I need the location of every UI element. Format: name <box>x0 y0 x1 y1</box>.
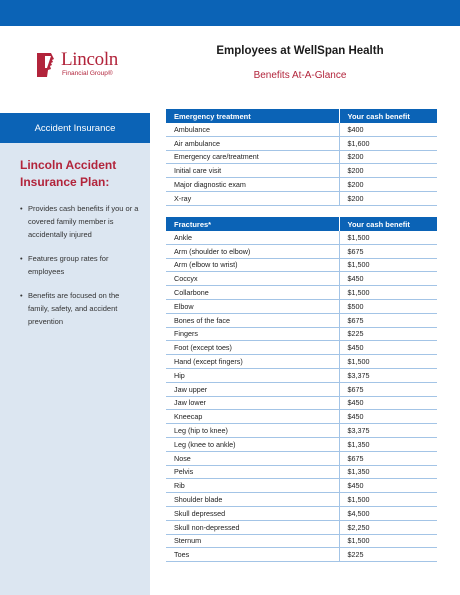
table-row <box>166 191 437 205</box>
cash-benefit-cell: $450 <box>339 410 437 424</box>
cash-benefit-cell: $675 <box>339 244 437 258</box>
table-row <box>166 424 437 438</box>
table-row <box>166 465 437 479</box>
cash-benefit-cell: $3,375 <box>339 424 437 438</box>
benefit-item-cell: Collarbone <box>166 286 339 300</box>
table-row <box>166 231 437 244</box>
bullet-item: • Provides cash benefits if you or a covered family member is accidentally injured <box>20 202 142 241</box>
cash-benefit-cell: $1,500 <box>339 286 437 300</box>
cash-benefit-cell: $1,500 <box>339 231 437 244</box>
company-logo <box>35 50 155 82</box>
table-row <box>166 299 437 313</box>
fractures-table <box>166 217 437 562</box>
benefit-item-cell: Ambulance <box>166 123 339 136</box>
table-row <box>166 327 437 341</box>
benefit-item-cell: Leg (hip to knee) <box>166 424 339 438</box>
table-row <box>166 123 437 136</box>
table-row <box>166 164 437 178</box>
benefit-item-cell: Fingers <box>166 327 339 341</box>
cash-benefit-cell: $675 <box>339 313 437 327</box>
table-row <box>166 410 437 424</box>
table-row <box>166 520 437 534</box>
table-row <box>166 479 437 493</box>
benefit-item-cell: Nose <box>166 451 339 465</box>
cash-benefit-cell: $3,375 <box>339 368 437 382</box>
cash-benefit-cell: $200 <box>339 178 437 192</box>
cash-benefit-cell: $225 <box>339 327 437 341</box>
table-row <box>166 136 437 150</box>
table-row <box>166 150 437 164</box>
table-row <box>166 396 437 410</box>
benefit-item-cell: Ankle <box>166 231 339 244</box>
sidebar <box>0 113 150 595</box>
table-row <box>166 506 437 520</box>
table-row <box>166 258 437 272</box>
cash-benefit-cell: $1,350 <box>339 465 437 479</box>
benefit-item-cell: Coccyx <box>166 272 339 286</box>
benefit-item-cell: Hip <box>166 368 339 382</box>
cash-benefit-cell: $450 <box>339 341 437 355</box>
cash-benefit-cell: $4,500 <box>339 506 437 520</box>
cash-benefit-cell: $1,600 <box>339 136 437 150</box>
table-row <box>166 355 437 369</box>
benefit-item-cell: Major diagnostic exam <box>166 178 339 192</box>
cash-benefit-cell: $400 <box>339 123 437 136</box>
benefit-item-cell: Kneecap <box>166 410 339 424</box>
benefit-item-cell: Arm (elbow to wrist) <box>166 258 339 272</box>
table-row <box>166 382 437 396</box>
table-row <box>166 437 437 451</box>
cash-benefit-cell: $450 <box>339 479 437 493</box>
table-row <box>166 341 437 355</box>
bullet-item: • Benefits are focused on the family, safety, and accident prevention <box>20 289 142 328</box>
cash-benefit-cell: $1,500 <box>339 534 437 548</box>
benefit-item-cell: Hand (except fingers) <box>166 355 339 369</box>
logo-wordmark: Lincoln <box>61 49 118 70</box>
table-header-row <box>166 109 437 123</box>
table-row <box>166 451 437 465</box>
column-header: Emergency treatment <box>166 109 339 123</box>
logo-tagline: Financial Group® <box>62 70 113 77</box>
benefit-item-cell: Arm (shoulder to elbow) <box>166 244 339 258</box>
benefit-item-cell: Pelvis <box>166 465 339 479</box>
bullet-item: • Features group rates for employees <box>20 252 142 278</box>
table-row <box>166 368 437 382</box>
table-header-row <box>166 217 437 231</box>
table-row <box>166 534 437 548</box>
table-body <box>166 123 437 205</box>
benefit-item-cell: Toes <box>166 548 339 562</box>
table-row <box>166 244 437 258</box>
cash-benefit-cell: $200 <box>339 150 437 164</box>
benefit-item-cell: Foot (except toes) <box>166 341 339 355</box>
cash-benefit-cell: $1,350 <box>339 437 437 451</box>
cash-benefit-cell: $200 <box>339 191 437 205</box>
plan-title: Lincoln Accident Insurance Plan: <box>20 158 117 189</box>
sidebar-heading: Accident Insurance <box>0 113 150 143</box>
column-header: Fractures* <box>166 217 339 231</box>
cash-benefit-cell: $675 <box>339 382 437 396</box>
cash-benefit-cell: $450 <box>339 272 437 286</box>
cash-benefit-cell: $225 <box>339 548 437 562</box>
benefit-item-cell: Leg (knee to ankle) <box>166 437 339 451</box>
cash-benefit-cell: $675 <box>339 451 437 465</box>
benefit-item-cell: Skull non-depressed <box>166 520 339 534</box>
benefit-item-cell: X-ray <box>166 191 339 205</box>
cash-benefit-cell: $1,500 <box>339 258 437 272</box>
top-banner <box>0 0 460 26</box>
emergency-treatment-table <box>166 109 437 206</box>
cash-benefit-cell: $500 <box>339 299 437 313</box>
cash-benefit-cell: $200 <box>339 164 437 178</box>
benefit-item-cell: Skull depressed <box>166 506 339 520</box>
table-row <box>166 493 437 507</box>
table-row <box>166 272 437 286</box>
table-body <box>166 231 437 562</box>
benefit-item-cell: Bones of the face <box>166 313 339 327</box>
benefit-item-cell: Elbow <box>166 299 339 313</box>
benefit-item-cell: Emergency care/treatment <box>166 150 339 164</box>
benefit-item-cell: Shoulder blade <box>166 493 339 507</box>
table-row <box>166 286 437 300</box>
column-header: Your cash benefit <box>339 109 437 123</box>
lincoln-profile-icon <box>35 52 57 78</box>
table-row <box>166 313 437 327</box>
cash-benefit-cell: $2,250 <box>339 520 437 534</box>
column-header: Your cash benefit <box>339 217 437 231</box>
benefit-item-cell: Jaw upper <box>166 382 339 396</box>
page-subtitle: Benefits At-A-Glance <box>253 70 347 81</box>
cash-benefit-cell: $1,500 <box>339 355 437 369</box>
cash-benefit-cell: $450 <box>339 396 437 410</box>
benefit-item-cell: Rib <box>166 479 339 493</box>
benefit-bullets <box>0 202 150 328</box>
page-title: Employees at WellSpan Health <box>216 45 384 57</box>
table-row <box>166 178 437 192</box>
table-row <box>166 548 437 562</box>
benefit-item-cell: Sternum <box>166 534 339 548</box>
cash-benefit-cell: $1,500 <box>339 493 437 507</box>
benefit-item-cell: Initial care visit <box>166 164 339 178</box>
benefit-item-cell: Jaw lower <box>166 396 339 410</box>
benefit-item-cell: Air ambulance <box>166 136 339 150</box>
